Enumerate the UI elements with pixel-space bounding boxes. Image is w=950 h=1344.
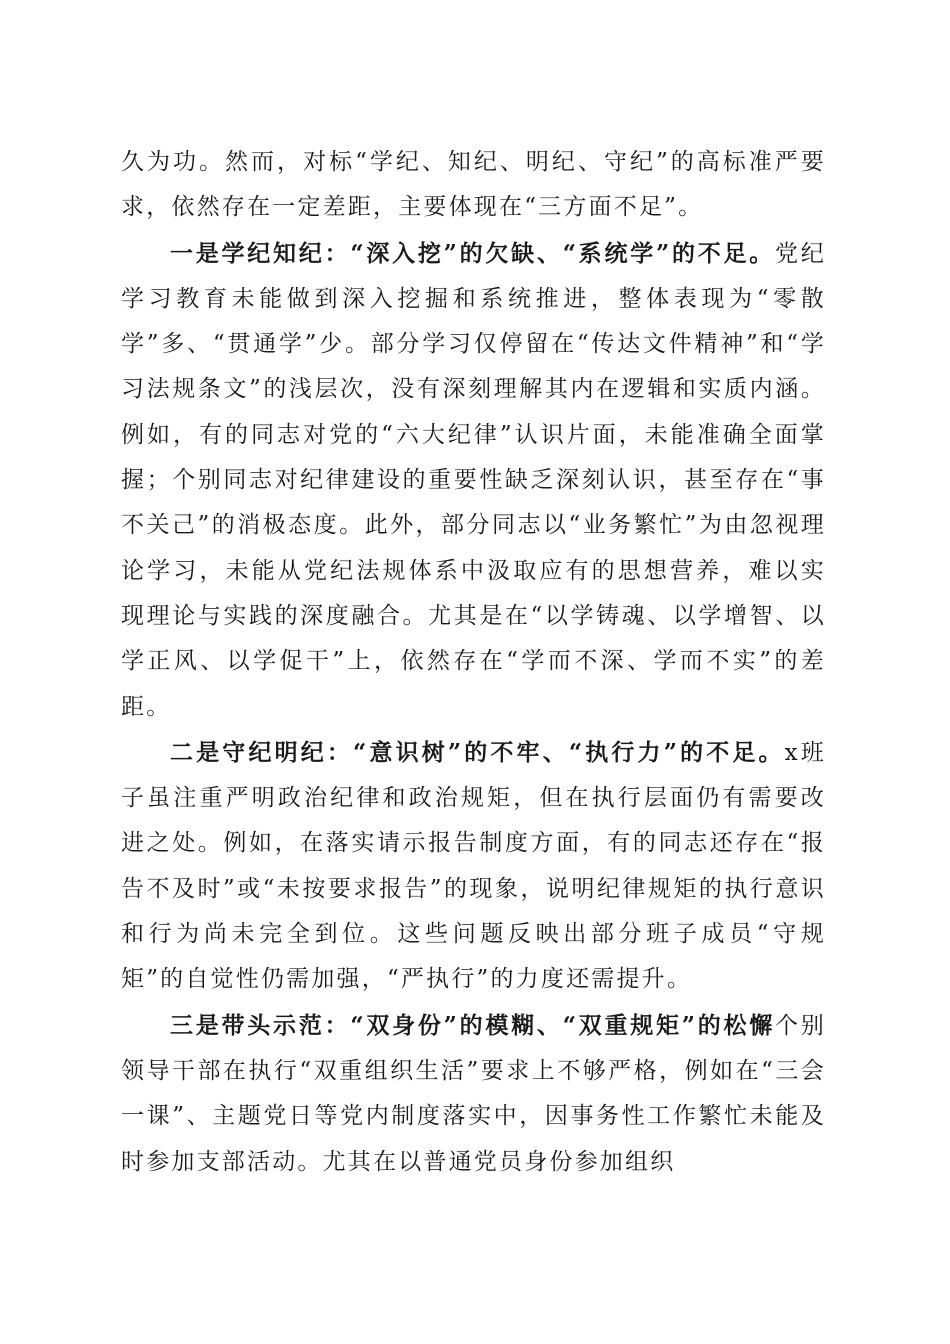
paragraph-text: 个别领导干部在执行“双重组织生活”要求上不够严格，例如在“三会一课”、主题党日等党内制度落实中，因事务性工作繁忙未能及时参加支部活动。尤其在以普通党员身份参加组织 bbox=[121, 1012, 826, 1175]
paragraph-study-discipline bbox=[121, 231, 826, 730]
paragraph-heading: 三是带头示范：“双身份”的模糊、“双重规矩”的松懈 bbox=[170, 1011, 776, 1039]
paragraph-text: 久为功。然而，对标“学纪、知纪、明纪、守纪”的高标准严要求，依然存在一定差距，主要体现在“三方面不足”。 bbox=[121, 149, 826, 221]
paragraph-text: 党纪学习教育未能做到深入挖掘和系统推进，整体表现为“零散学”多、“贯通学”少。部分学习仅停留在“传达文件精神”和“学习法规条文”的浅层次，没有深刻理解其内在逻辑和实质内涵。例如，有的同志对党的“六大纪律”认识片面，未能准确全面掌握；个别同志对纪律建设的重要性缺乏深刻认识，甚至存在“事不关己”的消极态度。此外，部分同志以“业务繁忙”为由忽视理论学习，未能从党纪法规体系中汲取应有的思想营养，难以实现理论与实践的深度融合。尤其是在“以学铸魂、以学增智、以学正风、以学促干”上，依然存在“学而不深、学而不实”的差距。 bbox=[121, 240, 826, 720]
paragraph-text: x班子虽注重严明政治纪律和政治规矩，但在执行层面仍有需要改进之处。例如，在落实请示报告制度方面，有的同志还存在“报告不及时”或“未按要求报告”的现象，说明纪律规矩的执行意识和行为尚未完全到位。这些问题反映出部分班子成员“守规矩”的自觉性仍需加强，“严执行”的力度还需提升。 bbox=[121, 739, 826, 993]
paragraph-continuation bbox=[121, 140, 826, 231]
document-body bbox=[121, 140, 826, 1185]
paragraph-keep-discipline bbox=[121, 730, 826, 1003]
paragraph-heading: 一是学纪知纪：“深入挖”的欠缺、“系统学”的不足。 bbox=[170, 239, 776, 267]
paragraph-heading: 二是守纪明纪：“意识树”的不牢、“执行力”的不足。 bbox=[170, 738, 785, 766]
paragraph-lead-by-example bbox=[121, 1003, 826, 1185]
